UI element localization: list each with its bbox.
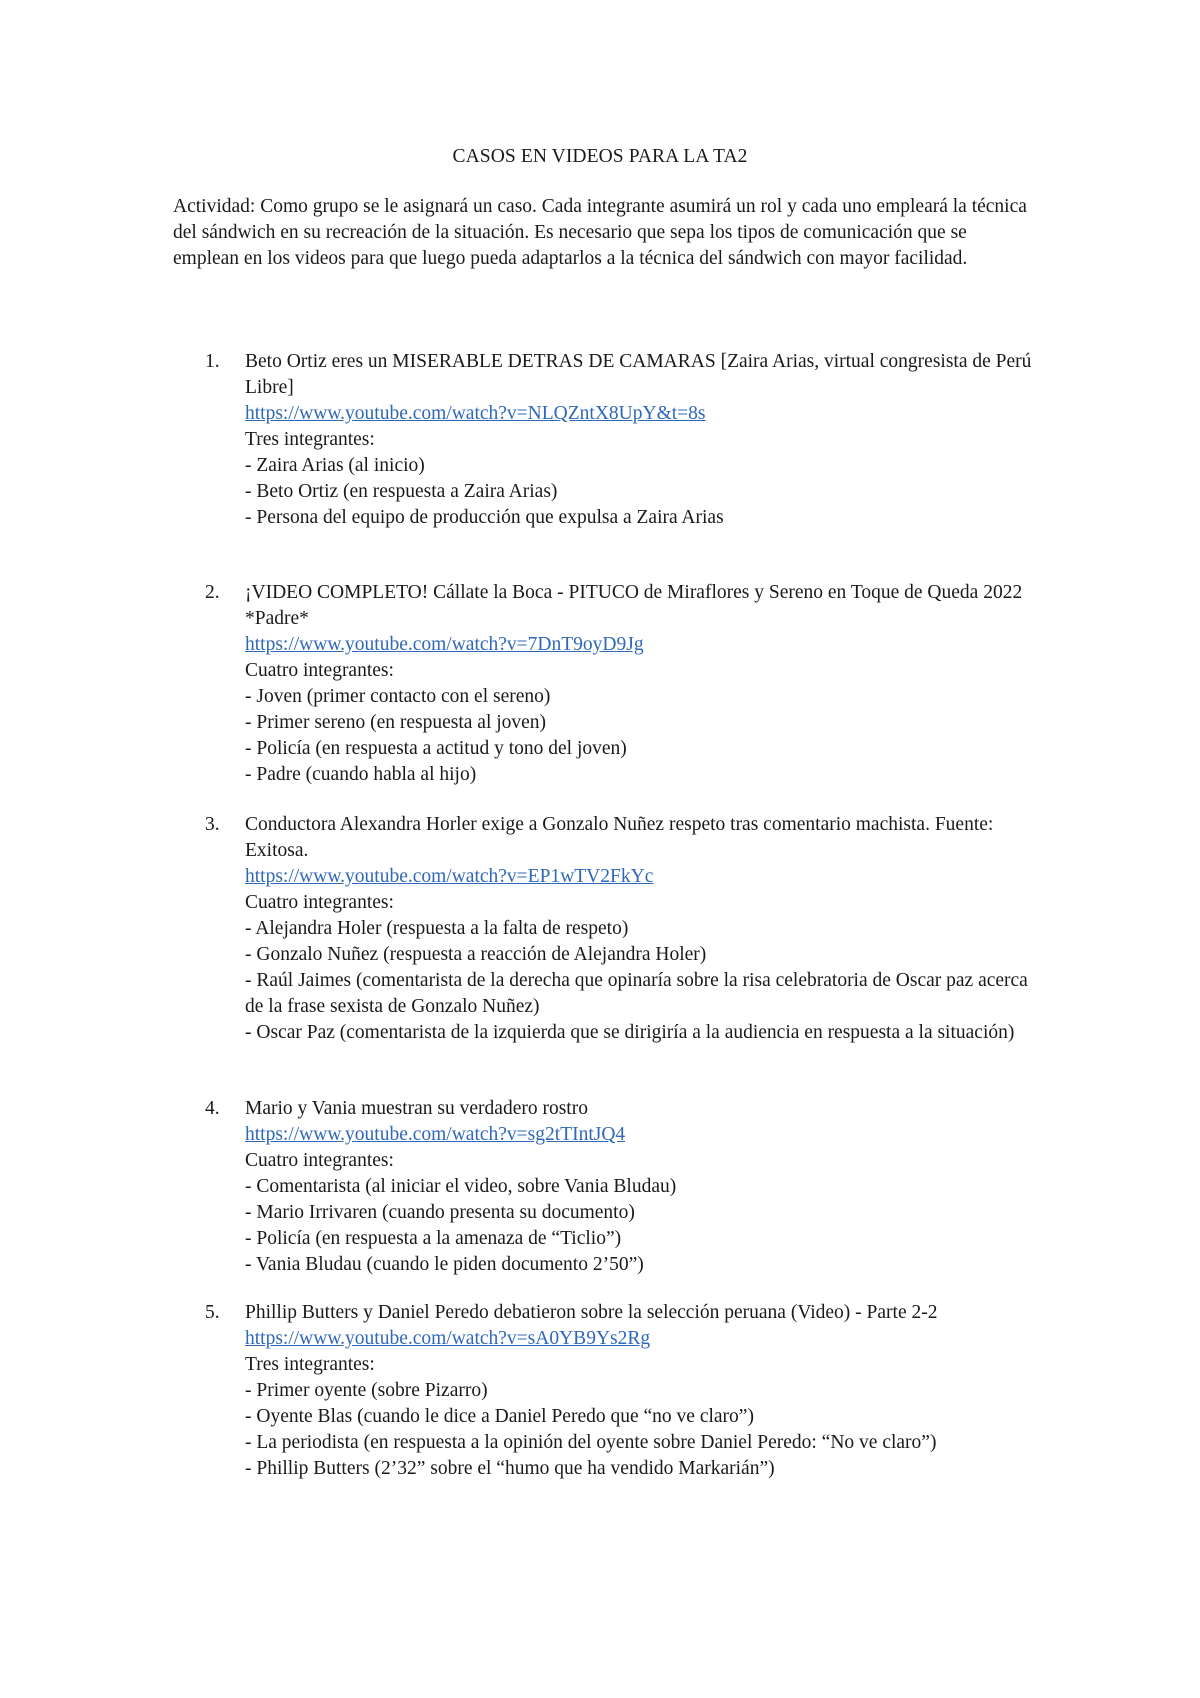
role-item: - Oyente Blas (cuando le dice a Daniel Peredo que “no ve claro”)	[245, 1406, 754, 1427]
members-label: Tres integrantes:	[245, 429, 375, 450]
activity-paragraph: Actividad: Como grupo se le asignará un caso. Cada integrante asumirá un rol y cada uno empleará la técnica del sándwich en su recreación de la situación. Es necesario que sepa los tipos de comunicación que se emplean en los videos para que luego pueda adaptarlos a la técnica del sándwich con mayor facilidad.	[173, 196, 1027, 269]
role-item: - Comentarista (al iniciar el video, sobre Vania Bludau)	[245, 1176, 677, 1197]
role-item: - Raúl Jaimes (comentarista de la derecha que opinaría sobre la risa celebratoria de Oscar paz acerca de la frase sexista de Gonzalo Nuñez)	[245, 970, 1028, 1017]
role-item: - Primer oyente (sobre Pizarro)	[245, 1380, 488, 1401]
video-link[interactable]: https://www.youtube.com/watch?v=EP1wTV2FkYc	[245, 866, 654, 887]
role-item: - Alejandra Holer (respuesta a la falta de respeto)	[245, 918, 629, 939]
case-number: 1.	[205, 351, 220, 372]
role-item: - Vania Bludau (cuando le piden documento 2’50”)	[245, 1254, 644, 1275]
members-label: Cuatro integrantes:	[245, 660, 394, 681]
case-number: 3.	[205, 814, 220, 835]
role-item: - Beto Ortiz (en respuesta a Zaira Arias)	[245, 481, 558, 502]
case-title: Mario y Vania muestran su verdadero rostro	[245, 1098, 588, 1119]
role-item: - Primer sereno (en respuesta al joven)	[245, 712, 547, 733]
video-link[interactable]: https://www.youtube.com/watch?v=sA0YB9Ys2Rg	[245, 1328, 651, 1349]
case-number: 5.	[205, 1302, 220, 1323]
video-link[interactable]: https://www.youtube.com/watch?v=NLQZntX8UpY&t=8s	[245, 403, 706, 424]
members-label: Tres integrantes:	[245, 1354, 375, 1375]
document-title: CASOS EN VIDEOS PARA LA TA2	[452, 146, 748, 167]
case-title: Conductora Alexandra Horler exige a Gonzalo Nuñez respeto tras comentario machista. Fuente: Exitosa.	[245, 814, 994, 861]
role-item: - La periodista (en respuesta a la opinión del oyente sobre Daniel Peredo: “No ve claro”)	[245, 1432, 937, 1453]
role-item: - Oscar Paz (comentarista de la izquierda que se dirigiría a la audiencia en respuesta a la situación)	[245, 1022, 1015, 1043]
case-number: 2.	[205, 582, 220, 603]
role-item: - Policía (en respuesta a actitud y tono del joven)	[245, 738, 627, 759]
role-item: - Joven (primer contacto con el sereno)	[245, 686, 551, 707]
role-item: - Padre (cuando habla al hijo)	[245, 764, 477, 785]
role-item: - Policía (en respuesta a la amenaza de “Ticlio”)	[245, 1228, 622, 1249]
case-title: Beto Ortiz eres un MISERABLE DETRAS DE CAMARAS [Zaira Arias, virtual congresista de Perú Libre]	[245, 351, 1032, 398]
role-item: - Gonzalo Nuñez (respuesta a reacción de Alejandra Holer)	[245, 944, 707, 965]
role-item: - Phillip Butters (2’32” sobre el “humo que ha vendido Markarián”)	[245, 1458, 775, 1479]
case-title: ¡VIDEO COMPLETO! Cállate la Boca - PITUCO de Miraflores y Sereno en Toque de Queda 2022 *Padre*	[245, 582, 1023, 629]
video-link[interactable]: https://www.youtube.com/watch?v=sg2tTIntJQ4	[245, 1124, 626, 1145]
role-item: - Mario Irrivaren (cuando presenta su documento)	[245, 1202, 635, 1223]
role-item: - Persona del equipo de producción que expulsa a Zaira Arias	[245, 507, 724, 528]
case-number: 4.	[205, 1098, 220, 1119]
role-item: - Zaira Arias (al inicio)	[245, 455, 425, 476]
members-label: Cuatro integrantes:	[245, 1150, 394, 1171]
members-label: Cuatro integrantes:	[245, 892, 394, 913]
case-title: Phillip Butters y Daniel Peredo debatieron sobre la selección peruana (Video) - Parte 2-2	[245, 1302, 938, 1323]
video-link[interactable]: https://www.youtube.com/watch?v=7DnT9oyD9Jg	[245, 634, 644, 655]
